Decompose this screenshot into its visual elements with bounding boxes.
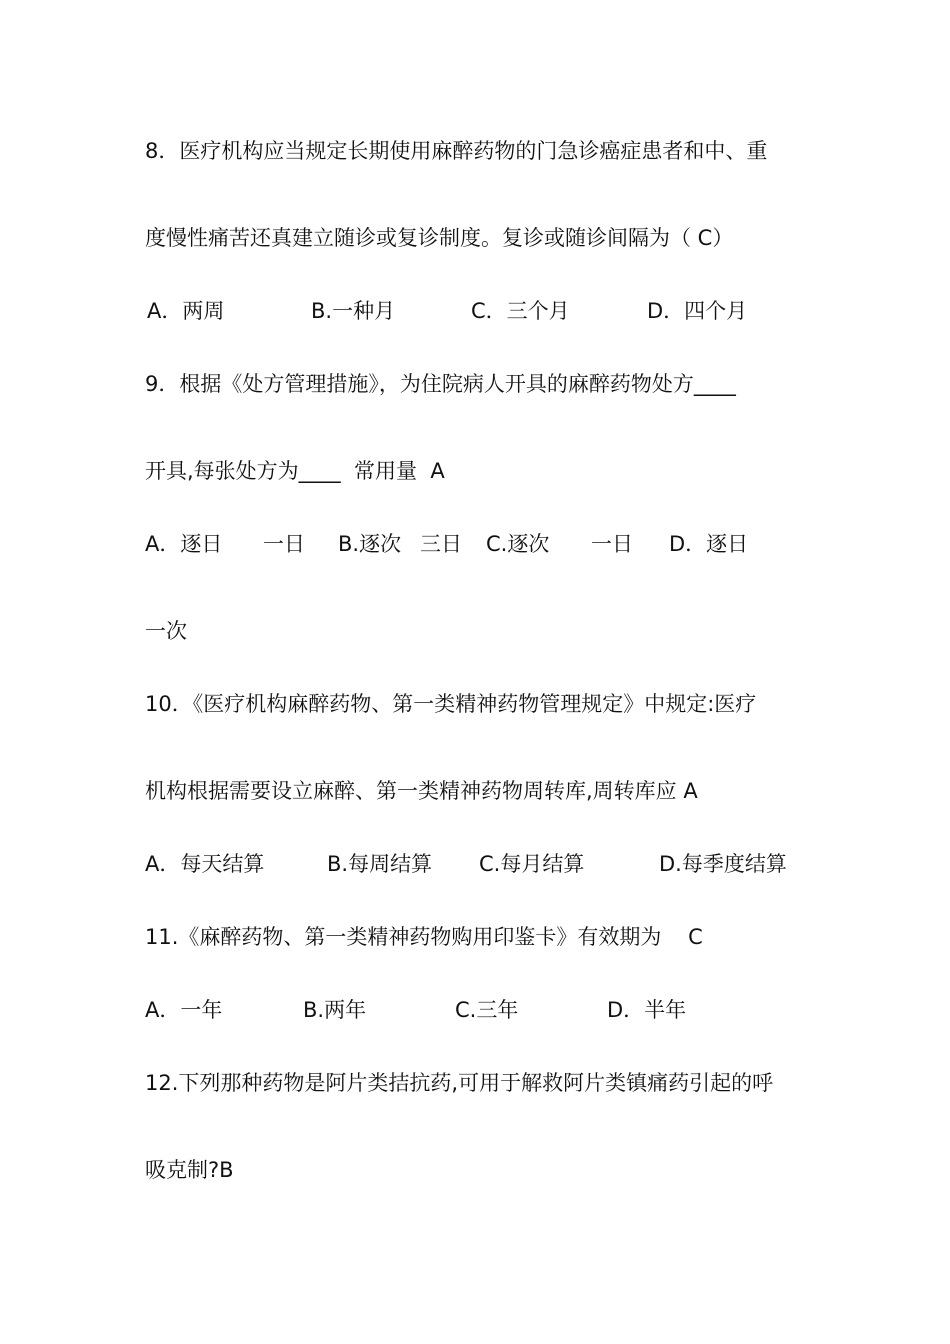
question-9-line-3: 一次	[145, 619, 187, 643]
question-8-option-b: B.一种月	[311, 299, 396, 323]
question-11-line-1: 11.《麻醉药物、第一类精神药物购用印鉴卡》有效期为 C	[145, 925, 703, 949]
question-11-option-a: A．一年	[145, 998, 223, 1022]
question-10-option-d: D.每季度结算	[659, 852, 787, 876]
question-11-option-b: B.两年	[303, 998, 367, 1022]
question-8-option-a: A．两周	[147, 299, 225, 323]
question-10-line-1: 10．《医疗机构麻醉药物、第一类精神药物管理规定》中规定:医疗	[145, 692, 757, 716]
question-11-option-c: C.三年	[455, 998, 519, 1022]
question-10-option-b: B.每周结算	[327, 852, 433, 876]
question-8-option-c: C．三个月	[471, 299, 570, 323]
question-9-option-b-value: 三日	[420, 532, 462, 556]
question-9-option-a-value: 一日	[263, 532, 305, 556]
question-8-line-1: 8．医疗机构应当规定长期使用麻醉药物的门急诊癌症患者和中、重	[145, 139, 768, 163]
question-12-line-2: 吸克制?B	[145, 1158, 234, 1182]
question-10-line-2: 机构根据需要设立麻醉、第一类精神药物周转库,周转库应 A	[145, 779, 698, 803]
question-9-option-b: B.逐次	[338, 532, 402, 556]
question-8-line-2: 度慢性痛苦还真建立随诊或复诊制度。复诊或随诊间隔为（ C）	[145, 226, 734, 250]
question-10-option-c: C.每月结算	[479, 852, 585, 876]
question-11-option-d: D．半年	[607, 998, 687, 1022]
question-9-option-c: C.逐次	[486, 532, 550, 556]
question-9-line-2: 开具,每张处方为____ 常用量 A	[145, 459, 445, 483]
question-9-option-a: A．逐日	[145, 532, 223, 556]
question-9-line-1: 9．根据《处方管理措施》，为住院病人开具的麻醉药物处方____	[145, 372, 736, 396]
question-9-option-c-value: 一日	[591, 532, 633, 556]
question-8-option-d: D．四个月	[647, 299, 748, 323]
question-9-option-d: D．逐日	[669, 532, 749, 556]
question-10-option-a: A．每天结算	[145, 852, 265, 876]
question-12-line-1: 12.下列那种药物是阿片类拮抗药,可用于解救阿片类镇痛药引起的呼	[145, 1071, 774, 1095]
